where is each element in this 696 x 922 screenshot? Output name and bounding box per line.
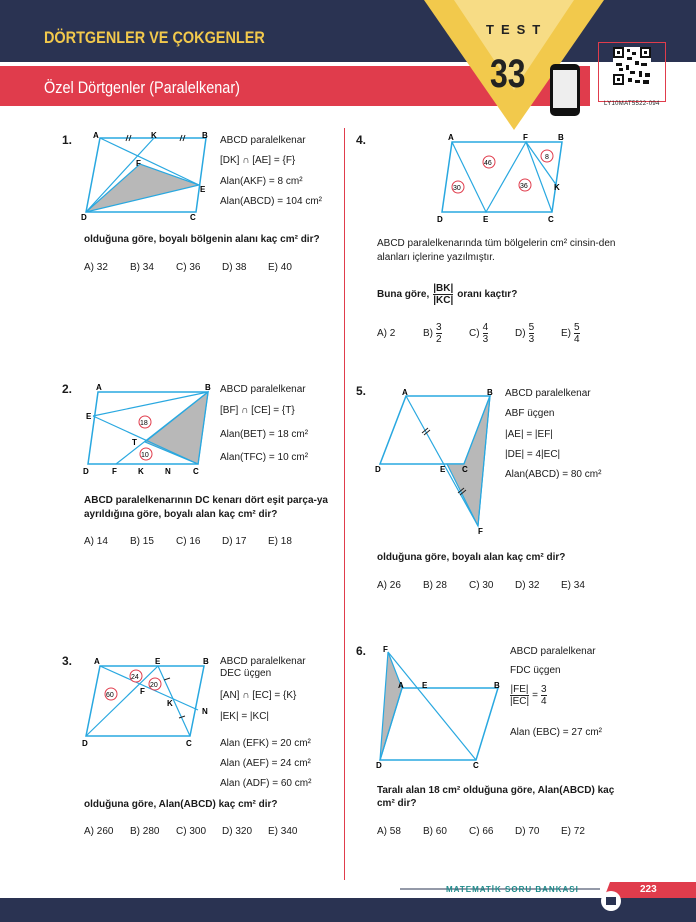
phone-icon — [550, 64, 580, 116]
q6-option-b[interactable]: B) 60 — [423, 826, 447, 837]
svg-text:K: K — [554, 183, 560, 192]
q1-figure — [78, 130, 218, 222]
svg-text:F: F — [478, 527, 483, 536]
svg-text:46: 46 — [484, 160, 492, 167]
svg-text:B: B — [202, 131, 208, 140]
q5-given-3: |AE| = |EF| — [505, 429, 553, 440]
svg-text:E: E — [422, 681, 428, 690]
svg-text:C: C — [548, 215, 554, 224]
q6-given-2: FDC üçgen — [510, 665, 561, 676]
svg-text:D: D — [81, 213, 87, 222]
q1-option-b[interactable]: B) 34 — [130, 262, 154, 273]
q2-option-b[interactable]: B) 15 — [130, 536, 154, 547]
svg-text:A: A — [96, 383, 102, 392]
q3-option-c[interactable]: C) 300 — [176, 826, 207, 837]
q3-given-3: [AN] ∩ [EC] = {K} — [220, 690, 297, 701]
chapter-title: DÖRTGENLER VE ÇOKGENLER — [44, 28, 265, 47]
test-label: TEST — [486, 22, 548, 37]
svg-text:T: T — [132, 438, 137, 447]
q6-option-a[interactable]: A) 58 — [377, 826, 401, 837]
svg-text:D: D — [83, 467, 89, 476]
q4-option-c[interactable]: C) 4 3 — [469, 322, 489, 345]
svg-text:C: C — [462, 465, 468, 474]
svg-text:C: C — [473, 761, 479, 770]
svg-text:K: K — [138, 467, 144, 476]
q3-figure — [78, 654, 218, 748]
svg-text:D: D — [82, 739, 88, 748]
svg-text:10: 10 — [141, 452, 149, 459]
q4-question-post: oranı kaçtır? — [457, 289, 518, 300]
q5-option-a[interactable]: A) 26 — [377, 580, 401, 591]
q3-options — [84, 826, 314, 837]
svg-text:N: N — [165, 467, 171, 476]
q2-given-1: ABCD paralelkenar — [220, 384, 306, 395]
svg-text:18: 18 — [140, 420, 148, 427]
book-icon — [600, 890, 622, 912]
q4-option-b[interactable]: B) 3 2 — [423, 322, 442, 345]
q2-question: ABCD paralelkenarının DC kenarı dört eşit parça-ya ayrıldığına göre, boyalı alan kaç cm² dir? — [84, 495, 328, 520]
q2-option-a[interactable]: A) 14 — [84, 536, 108, 547]
q1-option-e[interactable]: E) 40 — [268, 262, 292, 273]
q6-options — [377, 826, 607, 837]
qr-code[interactable] — [598, 42, 666, 102]
svg-text:E: E — [200, 185, 206, 194]
q2-given-4: Alan(TFC) = 10 cm² — [220, 452, 309, 463]
q6-option-d[interactable]: D) 70 — [515, 826, 540, 837]
svg-text:B: B — [558, 133, 564, 142]
q2-option-e[interactable]: E) 18 — [268, 536, 292, 547]
q4-fraction — [433, 283, 453, 306]
svg-text:F: F — [523, 133, 528, 142]
q1-options — [84, 262, 314, 273]
q4-numerator: |BK| — [433, 283, 454, 294]
q6-option-c[interactable]: C) 66 — [469, 826, 494, 837]
q1-question: olduğuna göre, boyalı bölgenin alanı kaç cm² dir? — [84, 234, 320, 245]
q3-question: olduğuna göre, Alan(ABCD) kaç cm² dir? — [84, 799, 278, 810]
svg-text:F: F — [136, 159, 141, 168]
svg-text:B: B — [494, 681, 500, 690]
q3-given-5: Alan (EFK) = 20 cm² — [220, 738, 311, 749]
q1-option-c[interactable]: C) 36 — [176, 262, 201, 273]
q3-given-4: |EK| = |KC| — [220, 711, 270, 722]
svg-text:A: A — [448, 133, 454, 142]
q1-given-2: [DK] ∩ [AE] = {F} — [220, 155, 296, 166]
column-divider — [344, 128, 345, 880]
q5-given-2: ABF üçgen — [505, 408, 555, 419]
svg-text:C: C — [193, 467, 199, 476]
svg-text:24: 24 — [131, 674, 139, 681]
q5-option-e[interactable]: E) 34 — [561, 580, 585, 591]
svg-text:K: K — [167, 699, 173, 708]
q5-given-5: Alan(ABCD) = 80 cm² — [505, 469, 602, 480]
q5-given-1: ABCD paralelkenar — [505, 388, 591, 399]
svg-text:60: 60 — [106, 692, 114, 699]
q6-option-e[interactable]: E) 72 — [561, 826, 585, 837]
q3-number: 3. — [62, 654, 73, 668]
q2-options — [84, 536, 314, 547]
q5-figure — [372, 386, 502, 536]
page-number: 223 — [640, 884, 657, 895]
footer-brand: MATEMATİK SORU BANKASI — [446, 885, 579, 894]
q4-text: ABCD paralelkenarında tüm bölgelerin cm² cinsin-den alanları içlerine yazılmıştır. — [377, 238, 616, 263]
q2-given-3: Alan(BET) = 18 cm² — [220, 429, 309, 440]
q6-given-1: ABCD paralelkenar — [510, 646, 596, 657]
q3-option-e[interactable]: E) 340 — [268, 826, 298, 837]
svg-text:K: K — [151, 131, 157, 140]
q6-question: Taralı alan 18 cm² olduğuna göre, Alan(ABCD) kaç cm² dir? — [377, 785, 615, 809]
q1-given-1: ABCD paralelkenar — [220, 135, 306, 146]
svg-text:E: E — [440, 465, 446, 474]
q3-given-1-row — [220, 656, 330, 667]
svg-text:A: A — [94, 657, 100, 666]
q3-given-1: ABCD paralelkenar — [220, 656, 306, 667]
q2-given-2: [BF] ∩ [CE] = {T} — [220, 405, 295, 416]
q1-option-a[interactable]: A) 32 — [84, 262, 108, 273]
q4-option-d[interactable]: D) 5 3 — [515, 322, 535, 345]
svg-text:A: A — [93, 131, 99, 140]
svg-text:B: B — [205, 383, 211, 392]
q4-figure — [432, 130, 572, 224]
q5-options — [377, 580, 607, 591]
q5-option-d[interactable]: D) 32 — [515, 580, 540, 591]
q4-question-pre: Buna göre, — [377, 289, 430, 300]
svg-text:F: F — [112, 467, 117, 476]
q3-option-a[interactable]: A) 260 — [84, 826, 114, 837]
q4-option-a[interactable]: A) 2 — [377, 328, 396, 339]
svg-text:N: N — [202, 707, 208, 716]
q4-options — [377, 322, 607, 345]
q1-given-4: Alan(ABCD) = 104 cm² — [220, 196, 322, 207]
q6-given-4: Alan (EBC) = 27 cm² — [510, 727, 602, 738]
q5-question: olduğuna göre, boyalı alan kaç cm² dir? — [377, 552, 566, 563]
svg-text:8: 8 — [545, 154, 549, 161]
q6-figure — [372, 644, 506, 770]
svg-text:E: E — [155, 657, 161, 666]
svg-text:30: 30 — [453, 185, 461, 192]
svg-text:D: D — [376, 761, 382, 770]
q2-figure — [78, 382, 220, 478]
topic-title: Özel Dörtgenler (Paralelkenar) — [44, 78, 240, 97]
q2-option-c[interactable]: C) 16 — [176, 536, 201, 547]
q3-given-6: Alan (AEF) = 24 cm² — [220, 758, 311, 769]
svg-text:C: C — [186, 739, 192, 748]
svg-text:20: 20 — [150, 682, 158, 689]
q2-number: 2. — [62, 382, 73, 396]
svg-text:D: D — [375, 465, 381, 474]
svg-text:A: A — [402, 388, 408, 397]
q6-given-3: $\frac{|FE|}{|EC|}$ = $\frac{3}{4}$ — [510, 684, 547, 707]
q6-number: 6. — [356, 644, 367, 658]
svg-text:B: B — [487, 388, 493, 397]
q5-option-b[interactable]: B) 28 — [423, 580, 447, 591]
svg-text:F: F — [140, 687, 145, 696]
svg-text:C: C — [190, 213, 196, 222]
q1-number: 1. — [62, 133, 73, 147]
svg-text:F: F — [383, 645, 388, 654]
svg-text:E: E — [86, 412, 92, 421]
q3-option-d[interactable]: D) 320 — [222, 826, 253, 837]
q1-given-3: Alan(AKF) = 8 cm² — [220, 176, 303, 187]
footer-bar — [0, 898, 696, 922]
q5-number: 5. — [356, 384, 367, 398]
q2-option-d[interactable]: D) 17 — [222, 536, 247, 547]
q5-option-c[interactable]: C) 30 — [469, 580, 494, 591]
q4-option-e[interactable]: E) 5 4 — [561, 322, 580, 345]
svg-text:B: B — [203, 657, 209, 666]
test-number: 33 — [490, 52, 526, 96]
q3-given-7: Alan (ADF) = 60 cm² — [220, 778, 312, 789]
q1-option-d[interactable]: D) 38 — [222, 262, 247, 273]
q4-denominator: |KC| — [433, 295, 454, 306]
qr-code-id: LY10MAT5522-094 — [604, 101, 660, 107]
svg-text:E: E — [483, 215, 489, 224]
svg-text:D: D — [437, 215, 443, 224]
q3-given-2: DEC üçgen — [220, 668, 272, 679]
q4-question — [377, 283, 517, 306]
q4-number: 4. — [356, 133, 367, 147]
svg-text:A: A — [398, 681, 404, 690]
q3-option-b[interactable]: B) 280 — [130, 826, 160, 837]
svg-text:36: 36 — [520, 183, 528, 190]
q5-given-4: |DE| = 4|EC| — [505, 449, 561, 460]
